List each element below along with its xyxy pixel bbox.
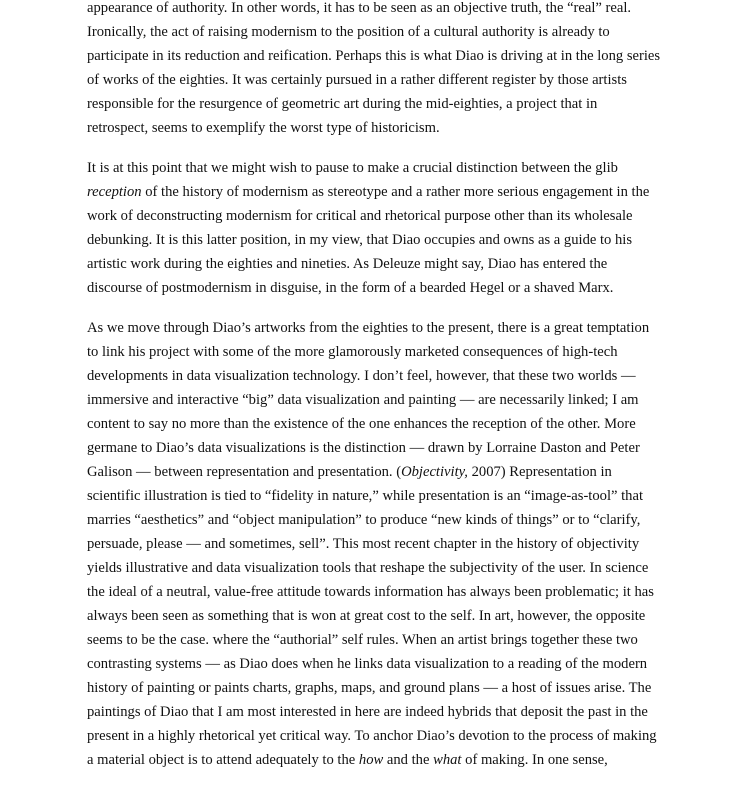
- paragraph-text: It is at this point that we might wish to pause to make a crucial distinction between the glib: [87, 160, 618, 176]
- paragraph-text: As we move through Diao’s artworks from the eighties to the present, there is a great temptation to link his project with some of the more glamorously marketed consequences of high-tech developments in data visualization technology. I don’t feel, however, that these two worlds — immersive and interactive “big” data visualization and painting — are necessarily linked; I am content to say no more than the existence of the one enhances the reception of the other. More germane to Diao’s data visualizations is the distinction — drawn by Lorraine Daston and Peter Galison — between representation and presentation. (: [87, 320, 650, 480]
- paragraph-text: of making. In one sense,: [461, 752, 608, 768]
- paragraph-text: of the history of modernism as stereotype and a rather more serious engagement in the work of deconstructing modernism for critical and rhetorical purpose other than its wholesale debunking. It is this latter position, in my view, that Diao occupies and owns as a guide to his artistic work during the eighties and nineties. As Deleuze might say, Diao has entered the discourse of postmodernism in disguise, in the form of a bearded Hegel or a shaved Marx.: [87, 184, 650, 296]
- italic-book-title: Objectivity,: [401, 464, 468, 480]
- document-page: [87, 0, 662, 788]
- italic-term: reception: [87, 184, 142, 200]
- paragraph-authority: [87, 0, 662, 140]
- paragraph-text: and the: [383, 752, 434, 768]
- italic-term: how: [358, 752, 384, 768]
- paragraph-reception: [87, 156, 662, 300]
- italic-term: what: [433, 752, 462, 768]
- paragraph-data-visualization: [87, 316, 662, 772]
- paragraph-text: 2007) Representation in scientific illustration is tied to “fidelity in nature,” while presentation is an “image-as-tool” that marries “aesthetics” and “object manipulation” to produce “new kinds of things” or to “clarify, persuade, please — and sometimes, sell”. This most recent chapter in the history of objectivity yields illustrative and data visualization tools that reshape the subjectivity of the user. In science the ideal of a neutral, value-free attitude towards information has always been problematic; it has always been seen as something that is won at great cost to the self. In art, however, the opposite seems to be the case. where the “authorial” self rules. When an artist brings together these two contrasting systems — as Diao does when he links data visualization to a reading of the modern history of painting or paints charts, graphs, maps, and ground plans — a host of issues arise. The paintings of Diao that I am most interested in here are indeed hybrids that deposit the past in the present in a highly rhetorical yet critical way. To anchor Diao’s devotion to the process of making a material object is to attend adequately to the: [87, 464, 657, 768]
- paragraph-text: appearance of authority. In other words, it has to be seen as an objective truth, the “real” real. Ironically, the act of raising modernism to the position of a cultural authority is already to participate in its reduction and reification. Perhaps this is what Diao is driving at in the long series of works of the eighties. It was certainly pursued in a rather different register by those artists responsible for the resurgence of geometric art during the mid-eighties, a project that in retrospect, seems to exemplify the worst type of historicism.: [87, 0, 661, 136]
